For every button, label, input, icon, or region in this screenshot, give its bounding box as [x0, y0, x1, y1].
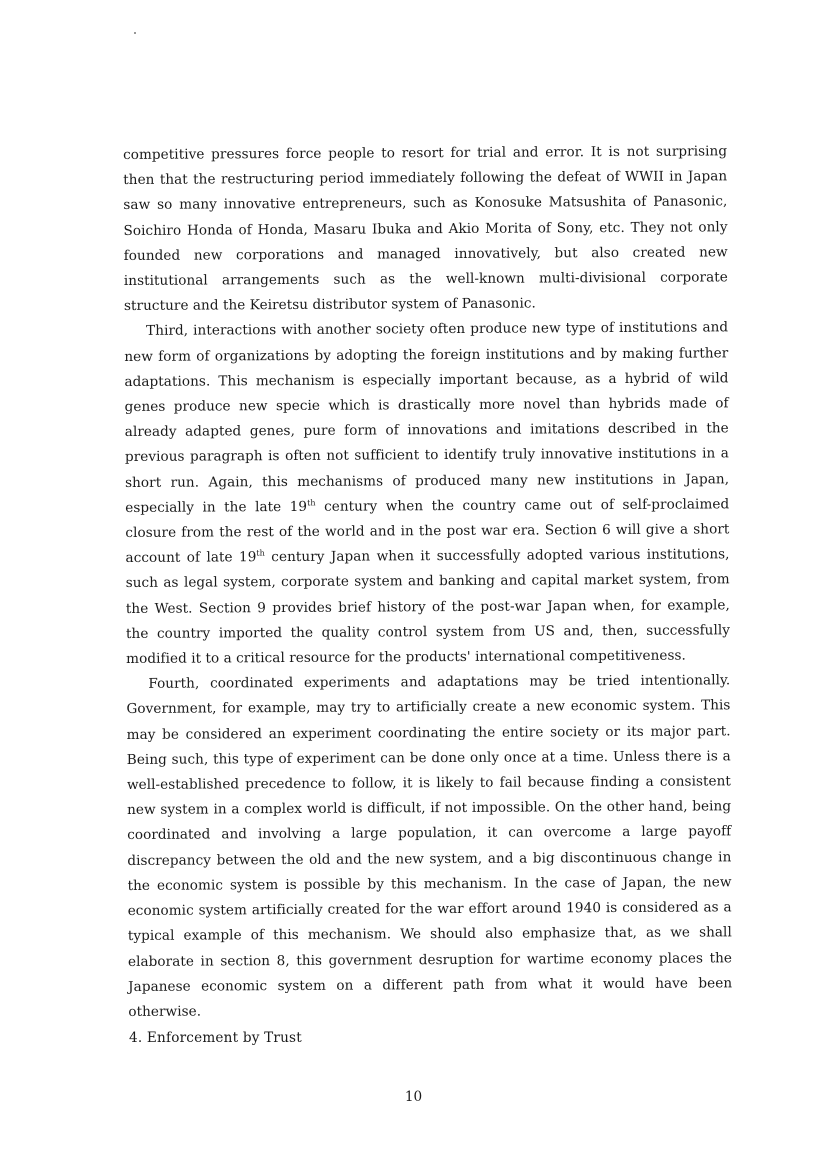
ordinal-superscript: th: [256, 548, 265, 558]
body-text: [123, 139, 732, 1025]
paragraph-fourth-coordinated: [126, 669, 732, 1026]
scan-speck: [134, 32, 136, 34]
paragraph-text: century when the country came out of self-proclaimed closure from the rest of the world and in the post war era. Section 6 will give a short account of late 19: [125, 496, 730, 567]
paragraph-text: Fourth, coordinated experiments and adaptations may be tried intentionally. Government, for example, may try to artificially create a new economic system. This may be considered an experiment coordinating the entire society or its major part. Being such, this type of experiment can be done only once at a time. Unless there is a well-established precedence to follow, it is likely to fail because finding a consistent new system in a complex world is difficult, if not impossible. On the other hand, being coordinated and involving a large population, it can overcome a large payoff discrepancy between the old and the new system, and a big discontinuous change in the economic system is possible by this mechanism. In the case of Japan, the new economic system artificially created for the war effort around 1940 is considered as a typical example of this mechanism. We should also emphasize that, as we shall elaborate in section 8, this government desruption for wartime economy places the Japanese economic system on a different path from what it would have been otherwise.: [126, 672, 733, 1020]
page-number: 10: [404, 1089, 423, 1105]
paragraph-text: century Japan when it successfully adopted various institutions, such as legal system, corporate system and banking and capital market system, from the West. Section 9 provides brief history of the post-war Japan when, for example, the country imported the quality control system from US and, then, successfully modified it to a critical resource for the products' international competitiveness.: [125, 546, 731, 668]
paragraph-text: Third, interactions with another society often produce new type of institutions and new form of organizations by adopting the foreign institutions and by making further adaptations. This mechanism is especially important because, as a hybrid of wild genes produce new specie which is drastically more novel than hybrids made of already adapted genes, pure form of innovations and imitations described in the previous paragraph is often not sufficient to identify truly innovative institutions in a short run. Again, this mechanisms of produced many new institutions in Japan, especially in the late 19: [124, 319, 730, 516]
section-heading: 4. Enforcement by Trust: [129, 1030, 302, 1046]
ordinal-superscript: th: [307, 498, 316, 508]
paragraph-third-interactions: [124, 316, 730, 673]
paragraph-text: competitive pressures force people to resort for trial and error. It is not surprising then that the restructuring period immediately following the defeat of WWII in Japan saw so many innovative entrepreneurs, such as Konosuke Matsushita of Panasonic, Soichiro Honda of Honda, Masaru Ibuka and Akio Morita of Sony, etc. They not only founded new corporations and managed innovatively, but also created new institutional arrangements such as the well-known multi-divisional corporate structure and the Keiretsu distributor system of Panasonic.: [123, 143, 728, 315]
paragraph-competitive-pressures: [123, 139, 728, 319]
